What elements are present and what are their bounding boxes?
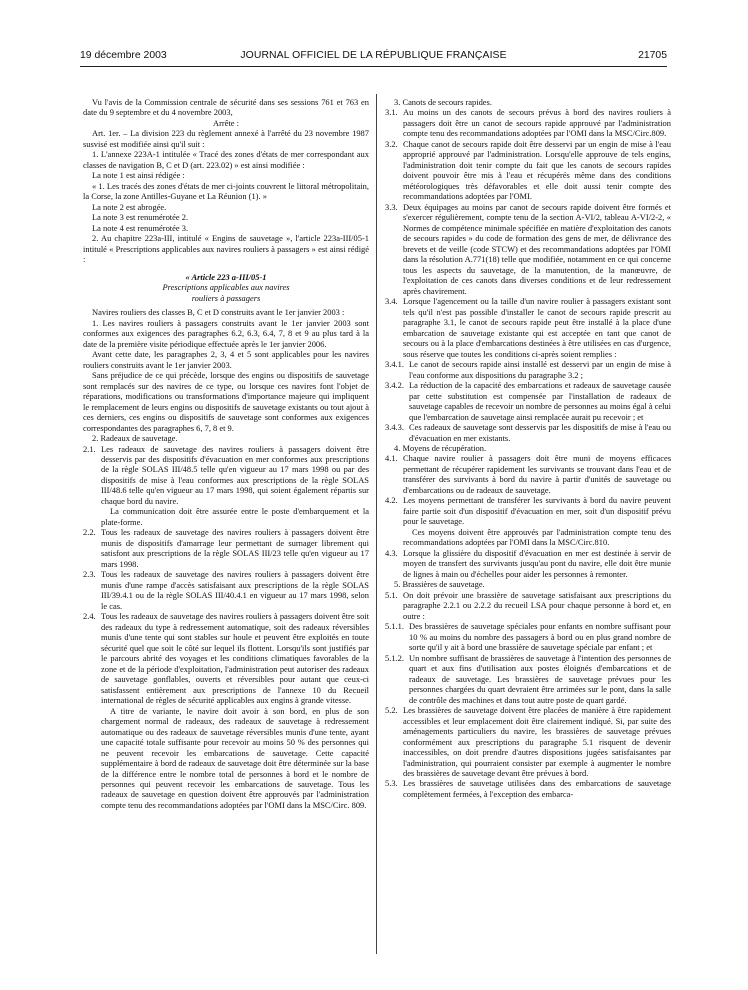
right-column xyxy=(385,97,671,799)
paragraph: « 1. Les tracés des zones d'états de mer ci-joints couvrent le littoral métropolitain, la Corse, la zone Antilles-Guyane et La Réunion (1). » xyxy=(83,180,369,202)
numbered-item: 3.2. Chaque canot de secours rapide doit être desservi par un engin de mise à l'eau approprié approuvé par l'administration. Lorsqu'elle approuve de tels engins, l'administration doit tenir compte du fait que les canots de secours rapides doivent pouvoir être mis à l'eau et récupérés même dans des conditions météorologiques très défavorables et elle doit aussi tenir compte des recommandations adoptées par l'OMI. xyxy=(385,138,671,202)
paragraph: A titre de variante, le navire doit avoir à son bord, en plus de son chargement normal de radeaux, des radeaux de sauvetage à redressement automatique ou des radeaux de sauvetage réversibles munis d'une tente, ayant une capacité totale suffisante pour recevoir au moins 50 % des personnes qui ne peuvent recevoir les embarcations de sauvetage. Cette capacité supplémentaire à bord de radeaux de sauvetage doit être déterminée sur la base de la différence entre le nombre total de personnes à bord et le nombre de personnes qui peuvent recevoir les embarcations de sauvetage. Tous les radeaux de sauvetage en question doivent être approuvés par l'administration compte tenu des recommandations adoptées par l'OMI dans la MSC/Circ. 809. xyxy=(101,705,369,810)
numbered-item: 3.4. Lorsque l'agencement ou la taille d'un navire roulier à passagers existant sont tels qu'il n'est pas possible d'installer le canot de secours rapide prescrit au paragraphe 3.1, le canot de secours rapide peut être installé à la place d'une embarcation de sauvetage existante qui est acceptée en tant que canot de secours ou à la place d'embarcations destinées à être utilisées en cas d'urgence, sous réserve que toutes les conditions ci-après soient remplies : xyxy=(385,296,671,359)
numbered-item: 5.2. Les brassières de sauvetage doivent être placées de manière à être rapidement accessibles et leur emplacement doit être clairement indiqué. Si, par suite des aménagements particuliers du navire, les brassières de sauvetage prévues conformément aux prescriptions du paragraphe 5.1 risquent de devenir inaccessibles, on doit prendre d'autres dispositions jugées satisfaisantes par l'administration, qui pourraient consister par exemple à augmenter le nombre des brassières de sauvetage devant être prévues à bord. xyxy=(385,705,671,778)
numbered-item: 2.4. Tous les radeaux de sauvetage des navires rouliers à passagers doivent être soit des radeaux du type à redressement automatique, soit des radeaux réversibles munis d'une tente qui sont stables sur houle et peuvent être exploités en toute sécurité quel que soit le côté sur lequel ils flottent. Lorsqu'ils sont justifiés par le parcours abrité des voyages et les conditions climatiques favorables de la zone et de la période d'exploitation, l'administration peut autoriser des radeaux de sauvetage gonflables, ouverts et réversibles pour autant que ceux-ci satisfassent entièrement aux prescriptions de l'annexe 10 du Recueil international de règles de sécurité applicables aux engins à grande vitesse. xyxy=(83,611,369,706)
paragraph: Navires rouliers des classes B, C et D construits avant le 1er janvier 2003 : xyxy=(92,307,345,318)
numbered-item: 2.1. Les radeaux de sauvetage des navires rouliers à passagers doivent être desservis par des dispositifs d'évacuation en mer conformes aux prescriptions de la règle SOLAS III/48.5 telle qu'en vigueur au 17 mars 1998 ou par des dispositifs de mise à l'eau conformes aux prescriptions de la règle SOLAS III/48.6 telle qu'en vigueur au 17 mars 1998, qui soient également répartis sur chaque bord du navire. xyxy=(83,443,369,506)
numbered-item: 4.2. Les moyens permettant de transférer les survivants à bord du navire peuvent faire partie soit d'un dispositif d'évacuation en mer, soit d'un dispositif prévu pour le sauvetage. xyxy=(385,495,671,527)
paragraph: La note 2 est abrogée. xyxy=(92,201,167,212)
left-column xyxy=(83,97,369,810)
numbered-item: 3.4.3. Ces radeaux de sauvetage sont desservis par les dispositifs de mise à l'eau ou d'évacuation en mer existants. xyxy=(385,422,671,443)
section-heading: 5. Brassières de sauvetage. xyxy=(394,579,485,590)
header-date: 19 décembre 2003 xyxy=(80,50,167,61)
section-heading: 4. Moyens de récupération. xyxy=(394,442,487,453)
paragraph: Vu l'avis de la Commission centrale de sécurité dans ses sessions 761 et 763 en date du 9 septembre et du 4 novembre 2003, xyxy=(83,97,369,118)
numbered-item: 3.1. Au moins un des canots de secours prévus à bord des navires rouliers à passagers doit être un canot de secours rapide approuvé par l'administration compte tenu des recommandations adoptées par l'OMI dans la MSC/Circ.809. xyxy=(385,107,671,139)
article-heading: Art. 1er. – La division 223 du règlement annexé à l'arrêté du 23 novembre 1987 susvisé est modifiée ainsi qu'il suit : xyxy=(83,128,369,149)
header-rule xyxy=(80,66,667,67)
section-heading: 3. Canots de secours rapides. xyxy=(394,97,492,107)
numbered-item: 3.4.1. Le canot de secours rapide ainsi installé est desservi par un engin de mise à l'eau conforme aux dispositions du paragraphe 3.2 ; xyxy=(385,359,671,380)
numbered-item: 3.3. Deux équipages au moins par canot de secours rapide doivent être formés et s'exercer régulièrement, compte tenu de la section A-VI/2, tableau A-VI/2-2, « Normes de compétence minimale spécifiée en matière d'exploitation des canots de secours rapides » du code de formation des gens de mer, de délivrance des brevets et de veille (code STCW) et des recommandations adoptées par l'OMI dans la résolution A.771(18) telle que modifiée, notamment en ce qui concerne tous les aspects du sauvetage, de la manutention, de la manœuvre, de l'exploitation de ces canots dans diverses conditions et de leur redressement après chavirement. xyxy=(385,201,671,296)
paragraph: La note 4 est renumérotée 3. xyxy=(92,222,189,233)
paragraph: La note 1 est ainsi rédigée : xyxy=(92,170,185,181)
paragraph: Arrête : xyxy=(212,117,239,128)
paragraph: Sans préjudice de ce qui précède, lorsque des engins ou dispositifs de sauvetage sont remplacés sur des navires de ce type, ou lorsque ces navires font l'objet de réparations, modifications ou transformations d'importance majeure qui impliquent le remplacement de leurs engins ou dispositifs de sauvetage existants ou tout ajout à ces derniers, ces engins ou dispositifs de sauvetage sont conformes aux exigences correspondantes des paragraphes 6, 7, 8 et 9. xyxy=(83,370,369,433)
section-heading: 2. Radeaux de sauvetage. xyxy=(92,433,178,444)
numbered-item: 5.3. Les brassières de sauvetage utilisées dans des embarcations de sauvetage complètement fermées, à l'exception des embarca- xyxy=(385,778,671,799)
column-divider xyxy=(376,94,377,954)
numbered-item: 2.3. Tous les radeaux de sauvetage des navires rouliers à passagers doivent être munis d'une rampe d'accès satisfaisant aux prescriptions de la règle SOLAS III/39.4.1 ou de la règle SOLAS III/40.4.1 en vigueur au 17 mars 1998, selon le cas. xyxy=(83,569,369,611)
numbered-item: 5.1.1. Des brassières de sauvetage spéciales pour enfants en nombre suffisant pour 10 % au moins du nombre des passagers à bord ou en plus grand nombre de sorte qu'il y ait à bord une brassière de sauvetage spéciale par enfant ; et xyxy=(385,621,671,653)
article-title: « Article 223 a-III/05-1 xyxy=(185,271,267,282)
header-journal-title: JOURNAL OFFICIEL DE LA RÉPUBLIQUE FRANÇAISE xyxy=(240,50,507,61)
paragraph: Avant cette date, les paragraphes 2, 3, 4 et 5 sont applicables pour les navires rouliers construits avant le 1er janvier 2003. xyxy=(83,349,369,370)
numbered-item: 4.3. Lorsque la glissière du dispositif d'évacuation en mer est destinée à servir de moyen de transfert des survivants jusqu'au pont du navire, elle doit être munie de lignes à main ou d'échelles pour aider les personnes à remonter. xyxy=(385,547,671,579)
numbered-item: 3.4.2. La réduction de la capacité des embarcations et radeaux de sauvetage causée par cette substitution est compensée par l'installation de radeaux de sauvetage capables de recevoir un nombre de personnes au moins égal à celui que l'embarcation de sauvetage ainsi remplacée aurait pu recevoir ; et xyxy=(385,380,671,422)
paragraph: 2. Au chapitre 223a-III, intitulé « Engins de sauvetage », l'article 223a-III/05-1 intitulé « Prescriptions applicables aux navires rouliers à passagers » est ainsi rédigé : xyxy=(83,233,369,265)
header-page-number: 21705 xyxy=(638,50,667,61)
paragraph: Ces moyens doivent être approuvés par l'administration compte tenu des recommandations adoptées par l'OMI dans la MSC/Circ.810. xyxy=(403,526,671,548)
paragraph: La communication doit être assurée entre le poste d'embarquement et la plate-forme. xyxy=(101,506,369,527)
paragraph: La note 3 est renumérotée 2. xyxy=(92,212,189,223)
page-header xyxy=(80,50,667,64)
numbered-item: 4.1. Chaque navire roulier à passagers doit être muni de moyens efficaces permettant de récupérer rapidement les survivants se trouvant dans l'eau et de transférer des survivants à bord du navire à partir d'unités de sauvetage ou d'embarcations ou de radeaux de sauvetage. xyxy=(385,453,671,495)
paragraph: 1. L'annexe 223A-1 intitulée « Tracé des zones d'états de mer correspondant aux classes de navigation B, C et D (art. 223.02) » est ainsi modifiée : xyxy=(83,149,369,170)
numbered-item: 5.1. On doit prévoir une brassière de sauvetage satisfaisant aux prescriptions du paragraphe 2.2.1 ou 2.2.2 du recueil LSA pour chaque personne à bord et, en outre : xyxy=(385,589,671,621)
article-subtitle: Prescriptions applicables aux navires rouliers à passagers xyxy=(162,282,290,303)
numbered-item: 2.2. Tous les radeaux de sauvetage des navires rouliers à passagers doivent être munis de dispositifs d'amarrage leur permettant de surnager librement qui satisfont aux prescriptions de la règle SOLAS III/23 telle qu'en vigueur au 17 mars 1998. xyxy=(83,527,369,569)
paragraph: 1. Les navires rouliers à passagers construits avant le 1er janvier 2003 sont conformes aux exigences des paragraphes 6.2, 6.3, 6.4, 7, 8 et 9 au plus tard à la date de la première visite périodique effectuée après le 1er janvier 2006. xyxy=(83,317,369,349)
numbered-item: 5.1.2. Un nombre suffisant de brassières de sauvetage à l'intention des personnes de quart et aux fins d'utilisation aux postes éloignés d'embarcations et de radeaux de sauvetage. Les brassières de sauvetage prévues pour les personnes chargées du quart devraient être arrimées sur le pont, dans la salle de contrôle des machines et dans tout autre poste de quart gardé. xyxy=(385,652,671,705)
